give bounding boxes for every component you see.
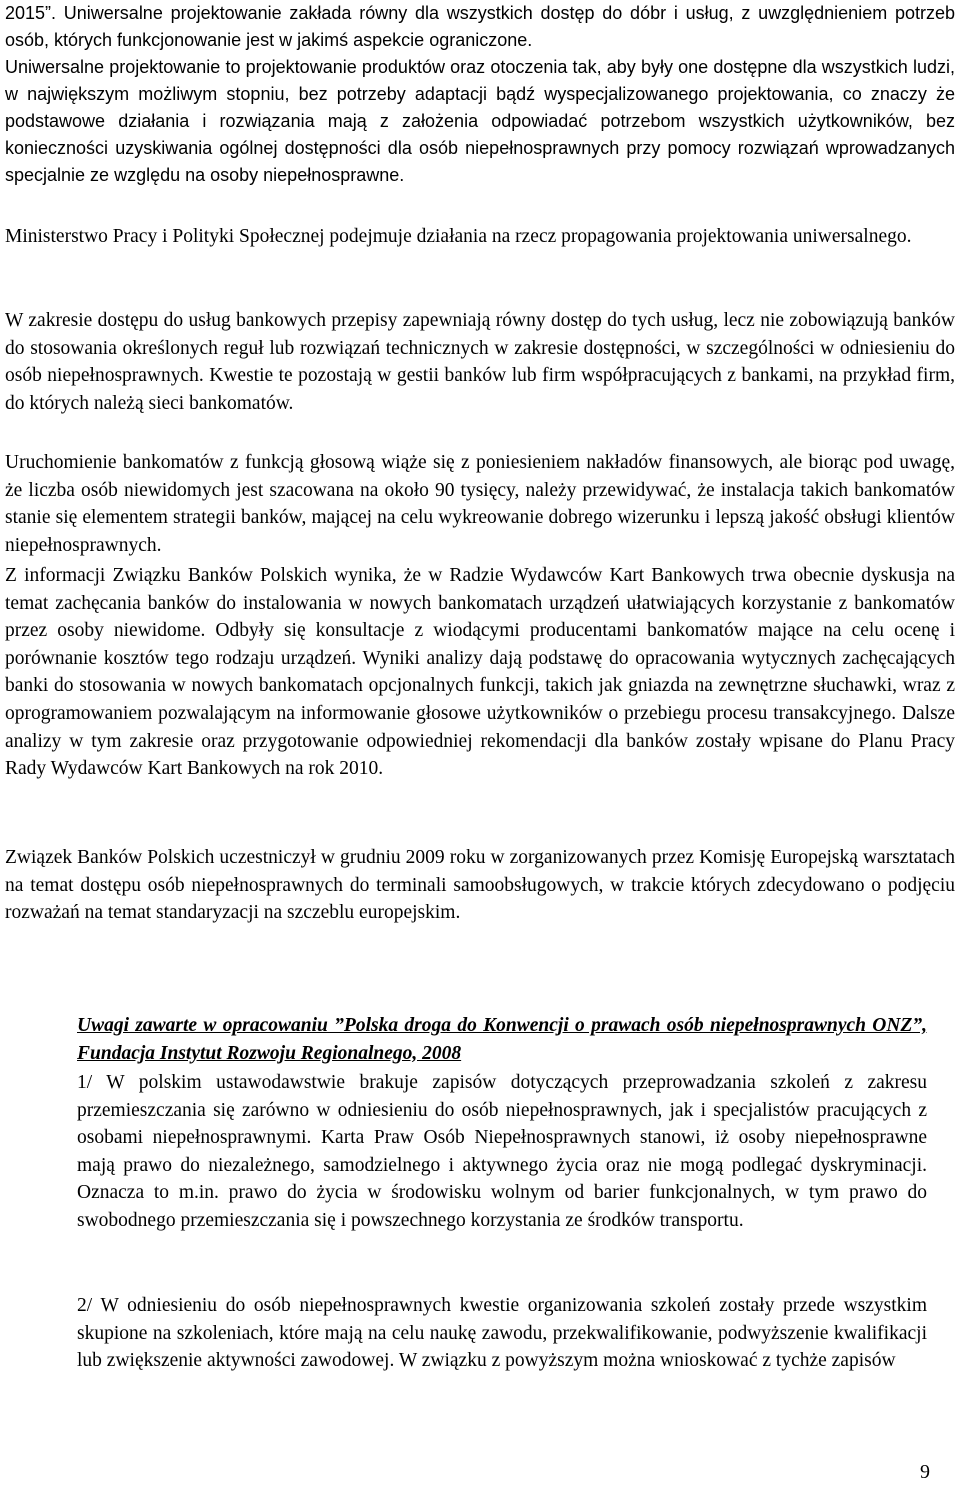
section-heading-remarks: Uwagi zawarte w opracowaniu ”Polska droga do Konwencji o prawach osób niepełnosprawnych ONZ”, Fundacja Instytut Rozwoju Regionalnego, 2008 (77, 1015, 927, 1064)
list-item-1: 1/ W polskim ustawodawstwie brakuje zapisów dotyczących przeprowadzania szkoleń z zakresu przemieszczania się zarówno w odniesieniu do osób niepełnosprawnych, jak i specjalistów pracujących z osobami niepełnosprawnymi. Karta Praw Osób Niepełnosprawnych stanowi, iż osoby niepełnosprawne mają prawo do niezależnego, samodzielnego i aktywnego życia oraz nie mogą podlegać dyskryminacji. Oznacza to m.in. prawo do życia w środowisku wolnym od barier funkcjonalnych, w tym prawo do swobodnego przemieszczania się i powszechnego korzystania ze środków transportu. (77, 1072, 927, 1231)
paragraph-voice-atm: Uruchomienie bankomatów z funkcją głosową wiąże się z poniesieniem nakładów finansowych, ale biorąc pod uwagę, że liczba osób niewidomych jest szacowana na około 90 tysięcy, należy przewidywać, że instalacja takich bankomatów stanie się elementem strategii banków, mającej na celu wykreowanie dobrego wizerunku i lepszą jakość obsługi klientów niepełnosprawnych. (5, 452, 955, 556)
page-number: 9 (920, 1461, 930, 1483)
paragraph-zbp-information: Z informacji Związku Banków Polskich wynika, że w Radzie Wydawców Kart Bankowych trwa obecnie dyskusja na temat zachęcania banków do instalowania w nowych bankomatach urządzeń ułatwiających korzystanie z bankomatów przez osoby niewidome. Odbyły się konsultacje z wiodącymi producentami bankomatów mające na celu ocenę i porównanie kosztów tego rodzaju urządzeń. Wyniki analizy dają podstawę do opracowania wytycznych zachęcających banki do stosowania w nowych bankomatach opcjonalnych funkcji, takich jak gniazda na zewnętrzne słuchawki, wraz z oprogramowaniem pozwalającym na informowanie głosowe użytkowników o przebiegu procesu transakcyjnego. Dalsze analizy w tym zakresie oraz przygotowanie odpowiedniej rekomendacji dla banków zostały wpisane do Planu Pracy Rady Wydawców Kart Bankowych na rok 2010. (5, 565, 955, 780)
paragraph-universal-design-intro: 2015”. Uniwersalne projektowanie zakłada równy dla wszystkich dostęp do dóbr i usług, z uwzględnieniem potrzeb osób, których funkcjonowanie jest w jakimś aspekcie ograniczone. (5, 3, 955, 51)
paragraph-european-workshop: Związek Banków Polskich uczestniczył w grudniu 2009 roku w zorganizowanych przez Komisję Europejską warsztatach na temat dostępu osób niepełnosprawnych do terminali samoobsługowych, w trakcie których zdecydowano o podjęciu rozważań na temat standaryzacji na szczeblu europejskim. (5, 847, 955, 924)
paragraph-banking-access: W zakresie dostępu do usług bankowych przepisy zapewniają równy dostęp do tych usług, lecz nie zobowiązują banków do stosowania określonych reguł lub rozwiązań technicznych w zakresie dostępności, w szczególności w odniesieniu do osób niepełnosprawnych. Kwestie te pozostają w gestii banków lub firm współpracujących z bankami, na przykład firm, do których należą sieci bankomatów. (5, 310, 955, 414)
list-item-2: 2/ W odniesieniu do osób niepełnosprawnych kwestie organizowania szkoleń zostały przede wszystkim skupione na szkoleniach, które mają na celu naukę zawodu, przekwalifikowanie, podwyższenie kwalifikacji lub zwiększenie aktywności zawodowej. W związku z powyższym można wnioskować z tychże zapisów (77, 1295, 927, 1372)
paragraph-ministry: Ministerstwo Pracy i Polityki Społecznej podejmuje działania na rzecz propagowania projektowania uniwersalnego. (5, 226, 912, 247)
paragraph-universal-design-definition: Uniwersalne projektowanie to projektowanie produktów oraz otoczenia tak, aby były one dostępne dla wszystkich ludzi, w największym możliwym stopniu, bez potrzeby adaptacji bądź wyspecjalizowanego projektowania, co znaczy że podstawowe działania i rozwiązania mają z założenia odpowiadać potrzebom wszystkich użytkowników, bez konieczności uzyskiwania ogólnej dostępności dla osób niepełnosprawnych przy pomocy rozwiązań wprowadzanych specjalnie ze względu na osoby niepełnosprawne. (5, 57, 955, 186)
